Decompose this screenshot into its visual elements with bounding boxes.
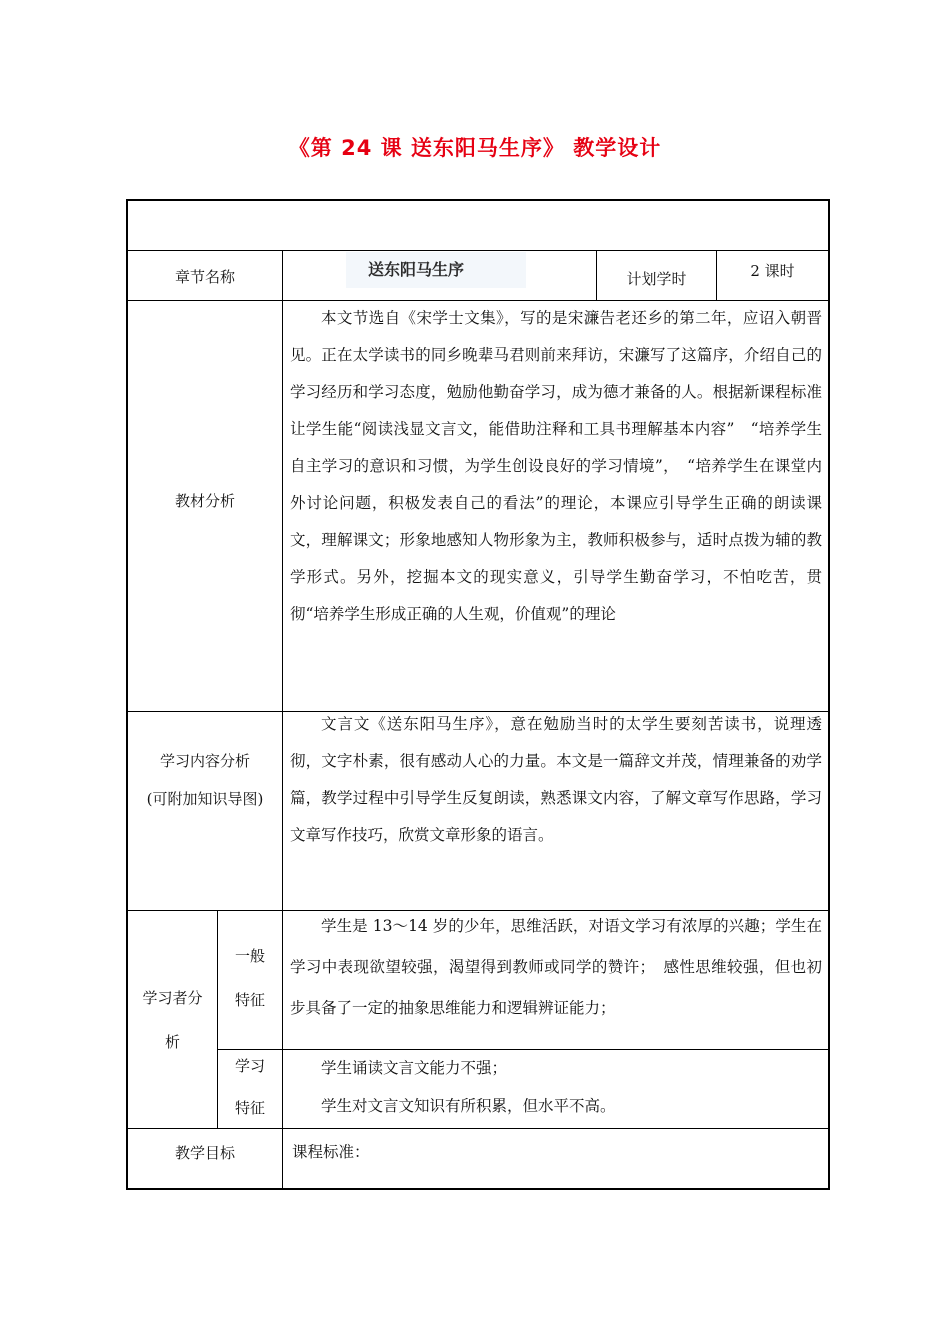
general-label: [218, 934, 282, 1022]
chapter-label: 章节名称: [174, 268, 235, 286]
learner-label: [128, 976, 217, 1064]
learner-label-line2: 析: [164, 1033, 180, 1051]
study-line-1: 学生诵读文言文能力不强；: [321, 1059, 508, 1077]
study-label: [218, 1045, 282, 1129]
content-label-main: 学习内容分析: [159, 752, 250, 770]
goal-text: 课程标准：: [292, 1143, 370, 1161]
general-label-line1: 一般: [234, 947, 265, 965]
goal-label: 教学目标: [174, 1144, 235, 1162]
content-label-note: (可附加知识导图): [146, 790, 264, 808]
study-text: [290, 1049, 822, 1125]
hours-value: 2 课时: [750, 262, 795, 280]
content-label: [128, 742, 282, 818]
study-label-line1: 学习: [234, 1057, 265, 1075]
content-text: [290, 706, 822, 854]
material-paragraph: 本文节选自《宋学士文集》，写的是宋濂告老还乡的第二年，应诏入朝晋见。正在太学读书的同乡晚辈马君则前来拜访，宋濂写了这篇序，介绍自己的学习经历和学习态度，勉励他勤奋学习，成为德才兼备的人。根据新课程标准让学生能“阅读浅显文言文，能借助注释和工具书理解基本内容” “培养学生自主学习的意识和习惯，为学生创设良好的学习情境”， “培养学生在课堂内外讨论问题，积极发表自己的看法”的理论，本课应引导学生正确的朗读课文，理解课文；形象地感知人物形象为主，教师积极参与，适时点拨为辅的教学形式。另外，挖掘本文的现实意义，引导学生勤奋学习，不怕吃苦，贯彻“培养学生形成正确的人生观，价值观”的理论: [290, 309, 822, 623]
study-line-2: 学生对文言文知识有所积累，但水平不高。: [321, 1097, 616, 1115]
chapter-value: 送东阳马生序: [346, 252, 526, 288]
general-paragraph: 学生是 13～14 岁的少年，思维活跃，对语文学习有浓厚的兴趣；学生在学习中表现欲望较强，渴望得到教师或同学的赞许； 感性思维较强，但也初步具备了一定的抽象思维能力和逻辑辨证能力；: [290, 917, 822, 1017]
study-label-line2: 特征: [234, 1099, 265, 1117]
document-title: 《第 24 课 送东阳马生序》 教学设计: [288, 136, 662, 160]
material-text: [290, 300, 822, 633]
learner-label-line1: 学习者分: [142, 989, 203, 1007]
material-label: 教材分析: [174, 492, 235, 510]
content-paragraph: 文言文《送东阳马生序》，意在勉励当时的太学生要刻苦读书，说理透彻，文字朴素，很有感动人心的力量。本文是一篇辞文并茂，情理兼备的劝学篇，教学过程中引导学生反复朗读，熟悉课文内容，了解文章写作思路，学习文章写作技巧，欣赏文章形象的语言。: [290, 715, 822, 844]
general-label-line2: 特征: [234, 991, 265, 1009]
hours-label: 计划学时: [626, 270, 687, 288]
general-text: [290, 906, 822, 1029]
